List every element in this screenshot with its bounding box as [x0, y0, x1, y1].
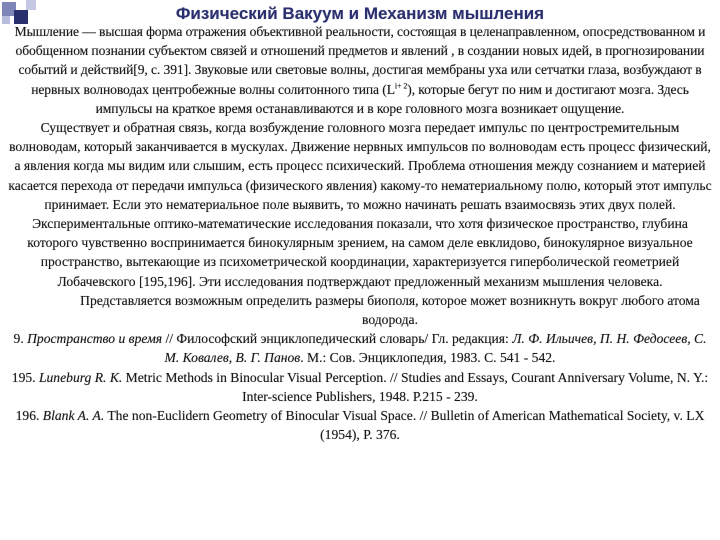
- reference-title: Пространство и время: [27, 331, 163, 347]
- reference-editors: Л. Ф. Ильичев, П. Н. Федосеев, С. М. Ковалев, В. Г. Панов: [164, 331, 707, 366]
- reference-195: [8, 368, 712, 406]
- reference-author: Luneburg R. K.: [38, 369, 123, 385]
- reference-196: [8, 406, 712, 444]
- superscript: i+ 2: [394, 81, 408, 91]
- paragraph-text: ), которые бегут по ним и достигают мозга. Здесь импульсы на краткое время останавливаются и в коре головного мозга возникает ощущение.: [95, 81, 689, 116]
- paragraph-feedback: Существует и обратная связь, когда возбуждение головного мозга передает импульс по центростремительным волноводам, который заканчивается в мускулах. Движение нервных импульсов по волноводам есть процесс физический, а явления когда мы видим или слышим, есть процесс психический. Проблема отношения между сознанием и материей касается перехода от передачи импульса (физического явления) какому-то нематериальному полю, который этот импульс принимает. Если это нематериальное поле выявить, то можно начинать решать взаимосвязь этих двух полей.: [8, 120, 712, 212]
- reference-text: . М.: Сов. Энциклопедия, 1983. С. 541 - 542.: [300, 350, 556, 366]
- slide-body: [8, 22, 712, 444]
- paragraph-biofield: Представляется возможным определить размеры биополя, которое может возникнуть вокруг любого атома водорода.: [80, 292, 700, 328]
- paragraph-experiments: Экспериментальные оптико-математические исследования показали, что хотя физическое пространство, глубина которого чувственно воспринимается бинокулярным зрением, на самом деле евклидово, бинокулярное визуальное пространство, вытекающие из психометрической координации, характеризуется гиперболической геометрией Лобачевского [195,196]. Эти исследования подтверждают предложенный механизм мышления человека.: [27, 216, 693, 289]
- paragraph-text: Мышление — высшая форма отражения объективной реальности, состоящая в целенаправленном, опосредствованном и обобщенном познании субъектом связей и отношений предметов и явлений , в создании новых идей, в прогнозировании событий и действий[9, с. 391]. Звуковые или световые волны, достигая мембраны уха или сетчатки глаза, возбуждают в нервных волноводах центробежные волны солитонного типа (L: [14, 24, 706, 97]
- reference-text: The non-Euclidern Geometry of Binocular Visual Space. // Bulletin of American Mathematical Society, v. LX (1954), P. 376.: [104, 408, 705, 443]
- reference-author: Blank A. A.: [42, 408, 105, 424]
- reference-number: 9.: [13, 331, 28, 347]
- paragraph-thinking-definition: [8, 22, 712, 118]
- reference-number: 195.: [11, 369, 39, 385]
- reference-text: Metric Methods in Binocular Visual Perception. // Studies and Essays, Courant Anniversary Volume, N. Y.: Inter-science Publishers, 1948. P.215 - 239.: [122, 369, 709, 404]
- reference-text: // Философский энциклопедический словарь/ Гл. редакция:: [162, 331, 513, 347]
- reference-number: 196.: [15, 408, 43, 424]
- slide-title: Физический Вакуум и Механизм мышления: [175, 4, 545, 23]
- reference-9: [8, 329, 712, 367]
- decor-square: [26, 0, 36, 10]
